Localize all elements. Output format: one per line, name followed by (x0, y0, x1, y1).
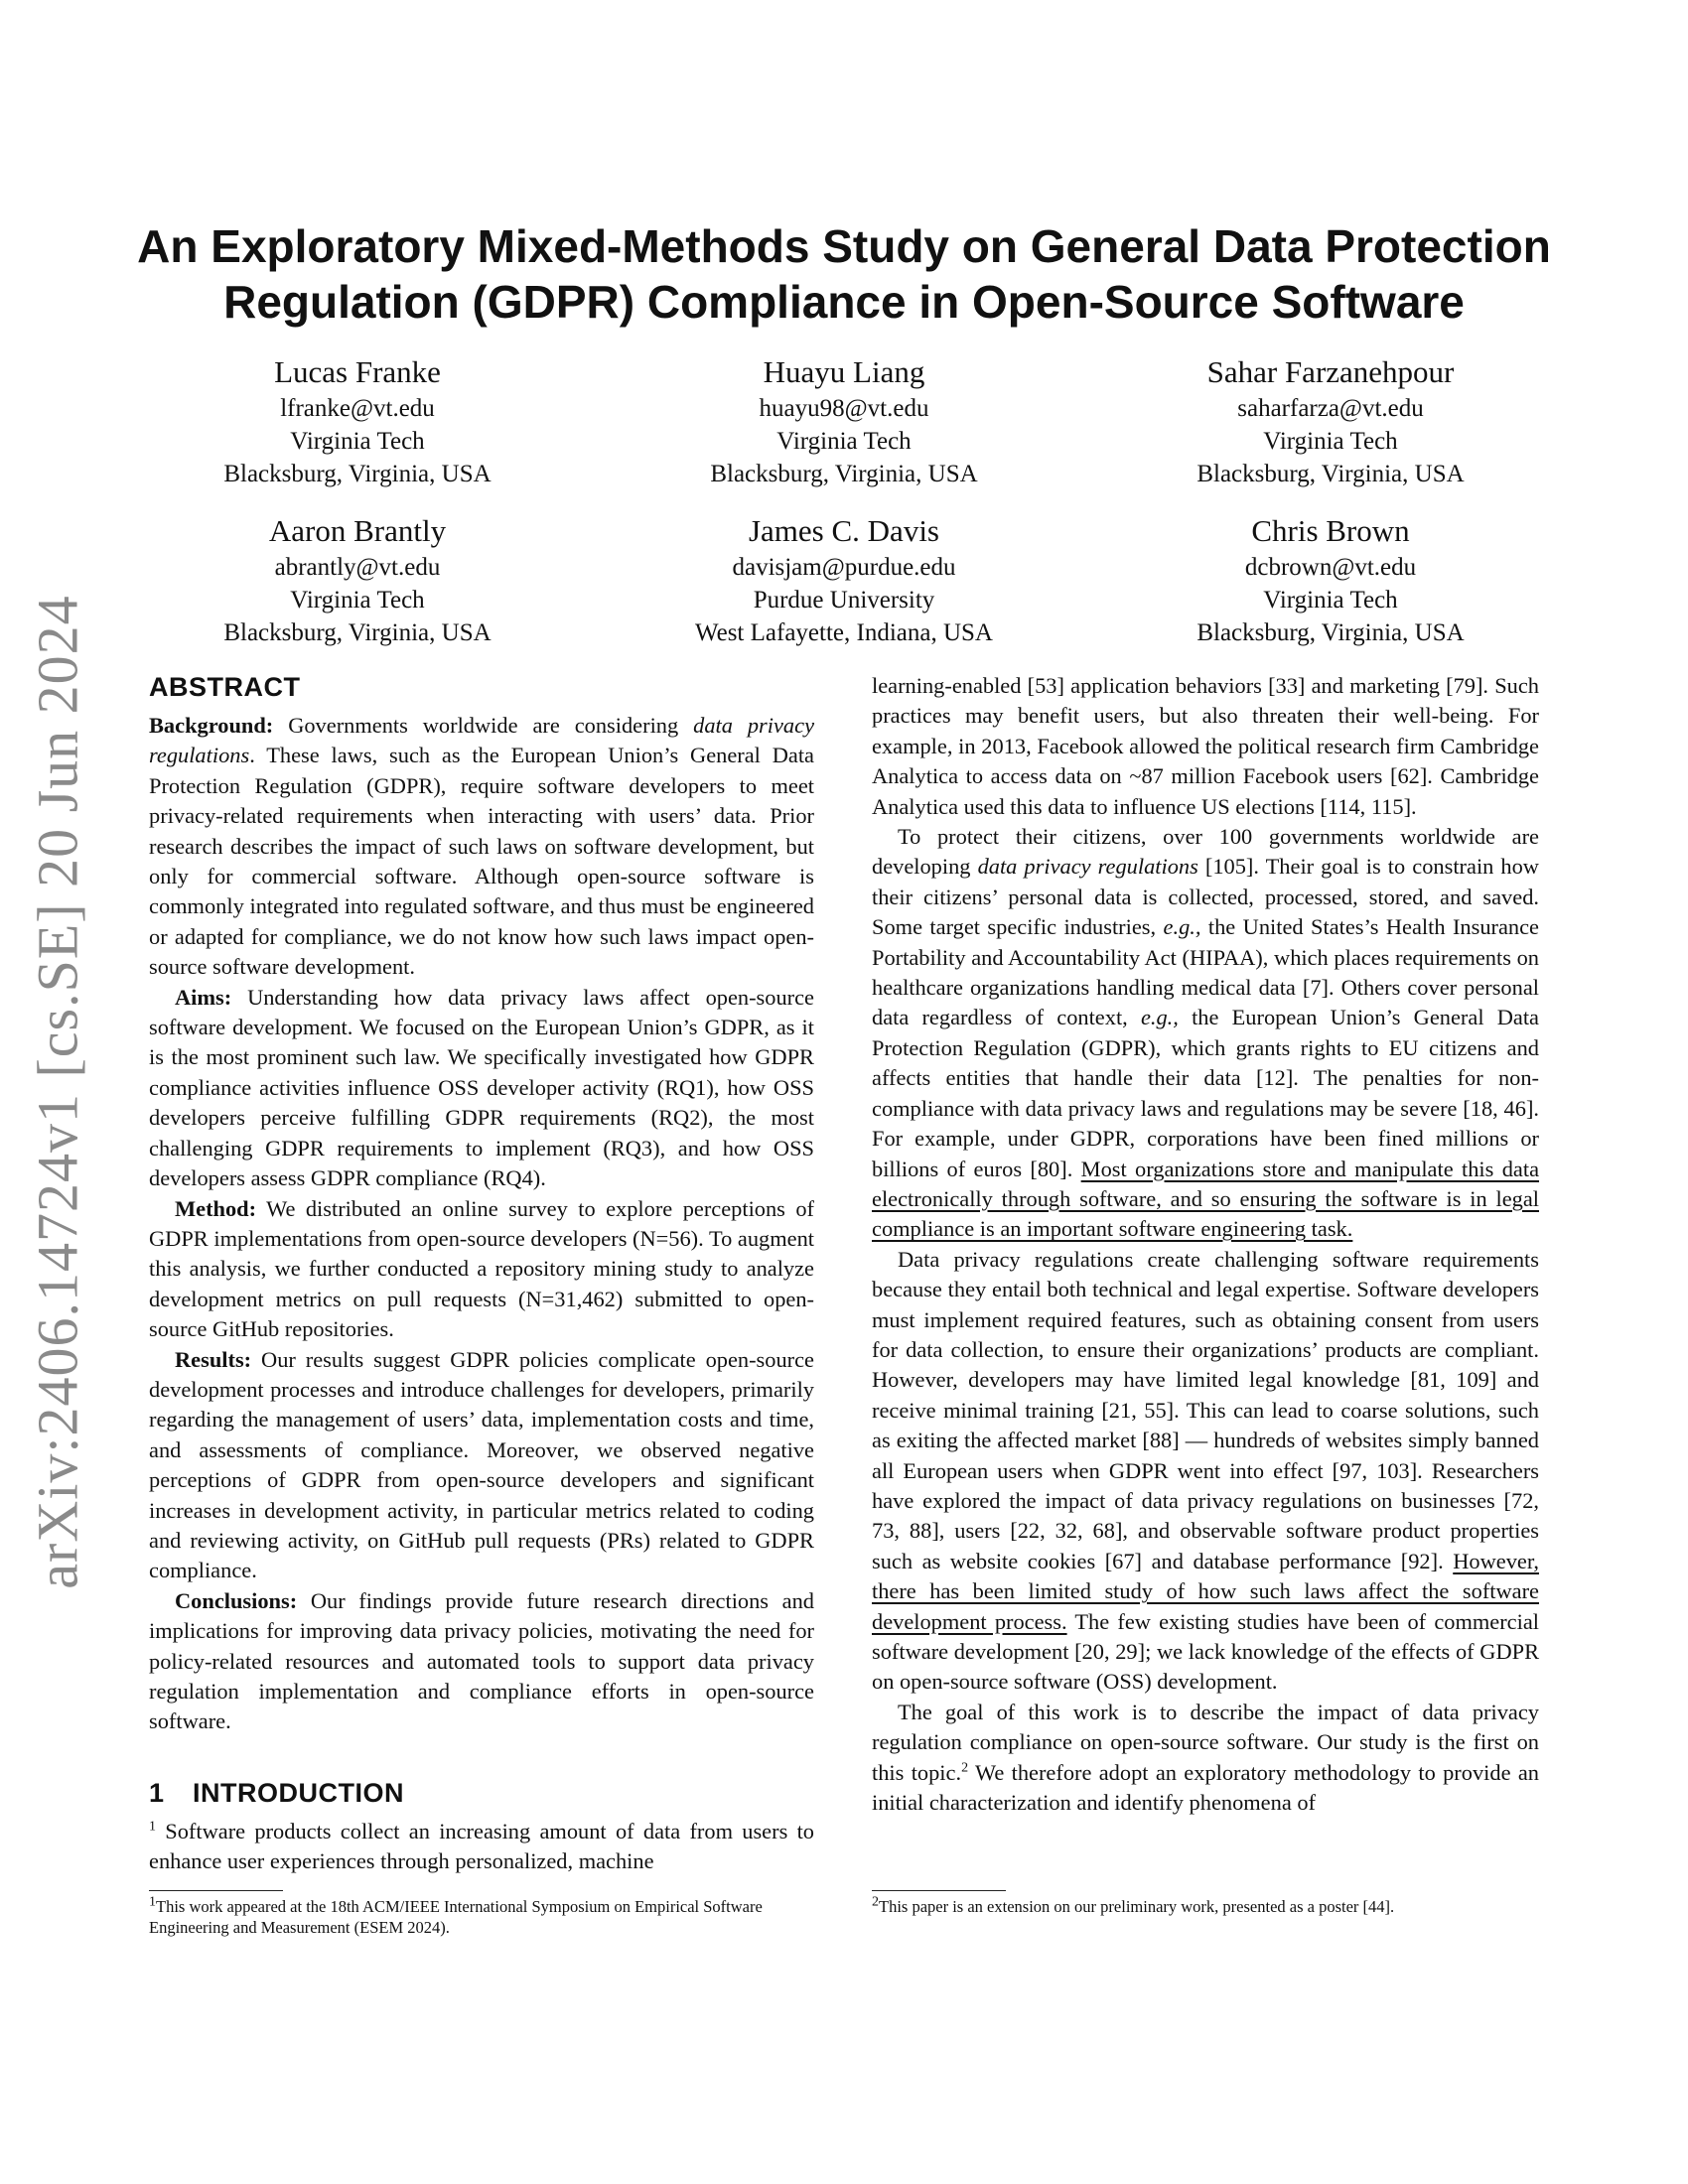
author-name: Lucas Franke (274, 354, 441, 389)
author-location: Blacksburg, Virginia, USA (223, 461, 492, 487)
footnote-marker: 2 (961, 1760, 969, 1776)
abstract-results (149, 1345, 814, 1586)
abstract-method-label: Method: (175, 1195, 257, 1221)
author-email: davisjam@purdue.edu (732, 554, 956, 581)
author-affiliation: Virginia Tech (776, 428, 912, 455)
intro-p3-underlined-claim: However, there has been limited study of how such laws affect the software development process. (872, 1548, 1539, 1634)
abstract-background-text-cont: . These laws, such as the European Union’s General Data Protection Regulation (GDPR), require software developers to meet privacy-related requirements when interacting with users’ data. Prior research describes the impact of such laws on software development, but only for commercial software. Although open-source software is commonly integrated into regulated software, and thus must be engineered or adapted for compliance, we do not know how such laws impact open-source software development. (149, 743, 814, 980)
intro-p3-text-cont: The few existing studies have been of commercial software development [20, 29]; we lack knowledge of the effects of GDPR on open-source software (OSS) development. (872, 1608, 1539, 1695)
author-email: huayu98@vt.edu (759, 395, 929, 422)
abstract-background-label: Background: (149, 713, 274, 738)
intro-p2-text: the United States’s Health Insurance Portability and Accountability Act (HIPAA), which places requirements on healthcare organizations handling medical data [7]. Others cover personal data regardless of context, (872, 914, 1539, 1030)
author-affiliation: Virginia Tech (290, 587, 425, 614)
author-affiliation: Purdue University (753, 587, 935, 614)
author-card (129, 352, 586, 490)
right-column (872, 671, 1539, 1818)
section-number: 1 (149, 1777, 165, 1808)
abstract-background-text: Governments worldwide are considering (273, 713, 694, 738)
author-name: Huayu Liang (763, 354, 925, 389)
footnote-2 (872, 1896, 1539, 1917)
intro-paragraph-4 (872, 1698, 1539, 1819)
abstract-method-text: We distributed an online survey to explore perceptions of GDPR implementations from open-source developers (N=56). To augment this analysis, we further conducted a repository mining study to analyze development metrics on pull requests (N=31,462) submitted to open-source GitHub repositories. (149, 1195, 814, 1342)
intro-p2-text: [105]. Their goal is to constrain how their citizens’ personal data is collected, processed, stored, and saved. Some target specific industries, (872, 854, 1539, 940)
abstract-results-label: Results: (175, 1346, 252, 1372)
intro-p2-emphasis: e.g., (1140, 1005, 1179, 1030)
footnote-divider-right (872, 1890, 1006, 1891)
footnote-1-marker: 1 (149, 1894, 156, 1910)
left-column (149, 671, 814, 1877)
intro-p3-text: Data privacy regulations create challenging software requirements because they entail both technical and legal expertise. Software developers must implement required features, such as obtaining consent from users for data collection, to ensure their organizations’ products are compliant. However, developers may have limited legal knowledge [81, 109] and receive minimal training [21, 55]. This can lead to coarse solutions, such as exiting the affected market [88] — hundreds of websites simply banned all European users when GDPR went into effect [97, 103]. Researchers have explored the impact of data privacy regulations on businesses [72, 73, 88], users [22, 32, 68], and observable software product properties such as website cookies [67] and database performance [92]. (872, 1246, 1539, 1573)
author-name: Chris Brown (1251, 513, 1410, 548)
introduction-heading (149, 1777, 814, 1809)
author-card (1102, 511, 1559, 649)
intro-p2-emphasis: data privacy regulations (977, 854, 1198, 880)
intro-paragraph-1-continued: learning-enabled [53] application behaviors [33] and marketing [79]. Such practices may benefit users, but also threaten their well-being. For example, in 2013, Facebook allowed the political research firm Cambridge Analytica to access data on ~87 million Facebook users [62]. Cambridge Analytica used this data to influence US elections [114, 115]. (872, 673, 1539, 819)
section-title: INTRODUCTION (193, 1777, 404, 1808)
intro-paragraph-1 (149, 1817, 814, 1877)
paper-title-line-2: Regulation (GDPR) Compliance in Open-Source Software (223, 276, 1465, 328)
intro-p4-text: The goal of this work is to describe the impact of data privacy regulation compliance on open-source software. Our study is the first on this topic. (872, 1699, 1539, 1785)
intro-p2-text: To protect their citizens, over 100 governments worldwide are developing (872, 824, 1539, 880)
abstract-aims-label: Aims: (175, 984, 232, 1010)
abstract-background (149, 711, 814, 983)
intro-paragraph-2 (872, 822, 1539, 1245)
intro-p2-text: the European Union’s General Data Protection Regulation (GDPR), which grants rights to EU citizens and affects entities that handle their data [12]. The penalties for non-compliance with data privacy laws and regulations may be severe [18, 46]. For example, under GDPR, corporations have been fined millions or billions of euros [80]. (872, 1005, 1539, 1181)
author-location: Blacksburg, Virginia, USA (1196, 619, 1465, 646)
abstract-background-emphasis: data privacy regulations (149, 713, 815, 768)
abstract-aims-text: Understanding how data privacy laws affect open-source software development. We focused on the European Union’s GDPR, as it is the most prominent such law. We specifically investigated how GDPR compliance activities influence OSS developer activity (RQ1), how OSS developers perceive fulfilling GDPR requirements (RQ2), the most challenging GDPR requirements to implement (RQ3), and how OSS developers assess GDPR compliance (RQ4). (149, 984, 814, 1191)
author-name: Aaron Brantly (268, 513, 447, 548)
abstract-aims (149, 983, 814, 1194)
abstract-conclusions (149, 1586, 814, 1737)
author-email: saharfarza@vt.edu (1237, 395, 1424, 422)
author-card (616, 352, 1072, 490)
author-email: dcbrown@vt.edu (1244, 554, 1417, 581)
author-name: Sahar Farzanehpour (1206, 354, 1455, 389)
abstract-conclusions-label: Conclusions: (175, 1587, 298, 1613)
author-card (1102, 352, 1559, 490)
abstract-method (149, 1194, 814, 1345)
abstract-conclusions-text: Our findings provide future research directions and implications for improving data privacy policies, motivating the need for policy-related resources and automated tools to support data privacy regulation implementation and compliance efforts in open-source software. (149, 1587, 814, 1734)
author-name: James C. Davis (748, 513, 939, 548)
footnote-marker: 1 (149, 1819, 156, 1835)
author-email: abrantly@vt.edu (274, 554, 441, 581)
abstract-results-text: Our results suggest GDPR policies complicate open-source development processes and introduce challenges for developers, primarily regarding the management of users’ data, implementation costs and time, and assessments of compliance. Moreover, we observed negative perceptions of GDPR from open-source developers and significant increases in development activity, in particular metrics related to coding and reviewing activity, on GitHub pull requests (PRs) related to GDPR compliance. (149, 1346, 814, 1583)
footnote-1-text: This work appeared at the 18th ACM/IEEE International Symposium on Empirical Software Engineering and Measurement (ESEM 2024). (149, 1897, 763, 1937)
author-location: Blacksburg, Virginia, USA (1196, 461, 1465, 487)
intro-p4-text-cont: We therefore adopt an exploratory methodology to provide an initial characterization and identify phenomena of (872, 1759, 1539, 1816)
footnote-divider-left (149, 1890, 283, 1891)
arxiv-identifier-text: arXiv:2406.14724v1 [cs.SE] 20 Jun 2024 (25, 595, 90, 1589)
author-email: lfranke@vt.edu (280, 395, 435, 422)
intro-paragraph-3 (872, 1245, 1539, 1698)
footnote-1 (149, 1896, 814, 1938)
footnote-2-marker: 2 (872, 1894, 879, 1910)
paper-title (119, 218, 1569, 330)
author-location: West Lafayette, Indiana, USA (695, 619, 993, 646)
abstract-heading: ABSTRACT (149, 672, 301, 702)
author-card (616, 511, 1072, 649)
paper-title-line-1: An Exploratory Mixed-Methods Study on General Data Protection (137, 220, 1551, 272)
author-location: Blacksburg, Virginia, USA (710, 461, 978, 487)
author-affiliation: Virginia Tech (290, 428, 425, 455)
author-card (129, 511, 586, 649)
intro-paragraph-1-text: Software products collect an increasing amount of data from users to enhance user experiences through personalized, machine (149, 1818, 814, 1874)
intro-p2-emphasis: e.g., (1163, 914, 1201, 940)
arxiv-identifier-stamp (18, 596, 97, 1588)
intro-p2-underlined-claim: Most organizations store and manipulate this data electronically through software, and so ensuring the software is in legal compliance is an important software engineering task. (872, 1156, 1540, 1242)
author-affiliation: Virginia Tech (1263, 587, 1398, 614)
author-location: Blacksburg, Virginia, USA (223, 619, 492, 646)
footnote-2-text: This paper is an extension on our preliminary work, presented as a poster [44]. (879, 1897, 1395, 1916)
author-affiliation: Virginia Tech (1263, 428, 1398, 455)
